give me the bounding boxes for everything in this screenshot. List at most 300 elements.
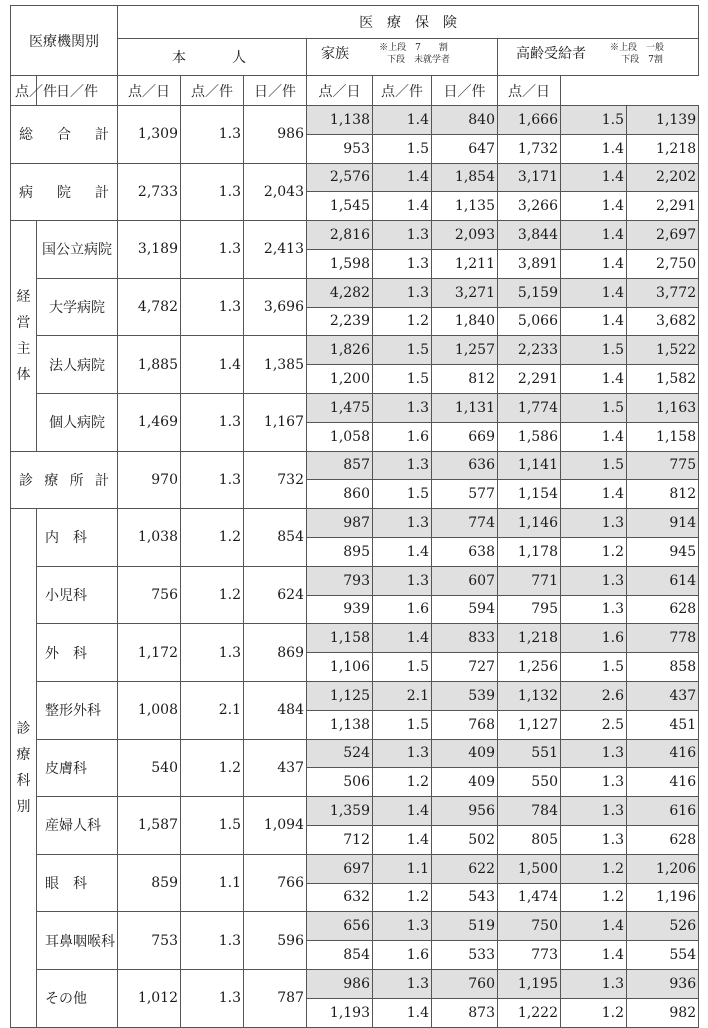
upper-value: 3,271 (432, 278, 498, 307)
honnin-value: 1.3 (181, 221, 244, 279)
upper-value: 5,159 (498, 278, 561, 307)
upper-value: 1.4 (561, 278, 627, 307)
table-row (11, 451, 699, 480)
lower-value: 1.4 (373, 825, 432, 854)
unit-header: 点／日 (498, 76, 561, 106)
upper-value: 840 (432, 106, 498, 135)
honnin-value: 1,012 (118, 969, 181, 1027)
lower-value: 1,582 (627, 365, 699, 394)
lower-value: 1,196 (627, 883, 699, 912)
lower-value: 1,222 (498, 998, 561, 1027)
honnin-value: 756 (118, 566, 181, 624)
honnin-value: 1.3 (181, 278, 244, 336)
upper-value: 1,146 (498, 509, 561, 538)
unit-header: 日／件 (432, 76, 498, 106)
lower-value: 812 (627, 480, 699, 509)
upper-value: 1.4 (373, 106, 432, 135)
upper-value: 622 (432, 854, 498, 883)
honnin-value: 986 (244, 106, 307, 164)
lower-value: 1,200 (307, 365, 373, 394)
honnin-value: 2,043 (244, 163, 307, 221)
category-char: 診 (16, 720, 31, 737)
lower-value: 1,138 (307, 710, 373, 739)
upper-value: 750 (498, 912, 561, 941)
honnin-value: 1.2 (181, 509, 244, 567)
unit-header: 日／件 (37, 76, 118, 106)
unit-header: 点／件 (181, 76, 244, 106)
group-note-kazoku-lower: 下段 未就学者 (387, 55, 451, 65)
upper-value: 1,141 (498, 451, 561, 480)
upper-value: 1.3 (373, 509, 432, 538)
group-note-kazoku-upper: ※上段 7 割 (379, 43, 448, 53)
table-row (11, 969, 699, 998)
lower-value: 1.2 (373, 307, 432, 336)
medical-insurance-table (10, 5, 699, 1028)
honnin-value: 2,733 (118, 163, 181, 221)
upper-value: 1,218 (498, 624, 561, 653)
honnin-value: 596 (244, 912, 307, 970)
lower-value: 506 (307, 768, 373, 797)
upper-value: 1,195 (498, 969, 561, 998)
row-label: 小児科 (37, 566, 118, 624)
lower-value: 1.3 (561, 595, 627, 624)
upper-value: 1,854 (432, 163, 498, 192)
lower-value: 945 (627, 537, 699, 566)
upper-value: 607 (432, 566, 498, 595)
lower-value: 638 (432, 537, 498, 566)
honnin-value: 4,782 (118, 278, 181, 336)
lower-value: 1,256 (498, 653, 561, 682)
upper-value: 1.3 (373, 739, 432, 768)
lower-value: 1,586 (498, 422, 561, 451)
lower-value: 1.4 (373, 998, 432, 1027)
lower-value: 554 (627, 941, 699, 970)
upper-value: 1.4 (373, 163, 432, 192)
row-label: 大学病院 (37, 278, 118, 336)
honnin-value: 1,008 (118, 681, 181, 739)
upper-value: 2,202 (627, 163, 699, 192)
category-char: 療 (16, 746, 31, 763)
lower-value: 1.5 (373, 134, 432, 163)
lower-value: 533 (432, 941, 498, 970)
lower-value: 1.5 (373, 365, 432, 394)
honnin-value: 2.1 (181, 681, 244, 739)
table-row (11, 278, 699, 307)
upper-value: 1,666 (498, 106, 561, 135)
table-row (11, 566, 699, 595)
lower-value: 1.4 (561, 192, 627, 221)
lower-value: 1.5 (373, 710, 432, 739)
honnin-value: 1.3 (181, 624, 244, 682)
upper-value: 1,500 (498, 854, 561, 883)
lower-value: 550 (498, 768, 561, 797)
lower-value: 1.4 (373, 537, 432, 566)
lower-value: 1,840 (432, 307, 498, 336)
upper-value: 1.5 (561, 336, 627, 365)
honnin-value: 1.4 (181, 336, 244, 394)
upper-value: 833 (432, 624, 498, 653)
group-header-koreisha (498, 39, 699, 76)
honnin-value: 1.3 (181, 393, 244, 451)
lower-value: 1.2 (373, 768, 432, 797)
honnin-value: 1.2 (181, 566, 244, 624)
upper-value: 1.3 (561, 509, 627, 538)
unit-header: 点／日 (118, 76, 181, 106)
category-shinryo (11, 509, 37, 1027)
lower-value: 854 (307, 941, 373, 970)
category-char: 主 (16, 340, 31, 357)
unit-header: 点／日 (307, 76, 373, 106)
lower-value: 1,193 (307, 998, 373, 1027)
row-label: 法人病院 (37, 336, 118, 394)
lower-value: 1.4 (561, 941, 627, 970)
upper-value: 1,139 (627, 106, 699, 135)
upper-value: 524 (307, 739, 373, 768)
upper-value: 1.3 (373, 566, 432, 595)
upper-value: 1.5 (561, 451, 627, 480)
honnin-value: 1,587 (118, 797, 181, 855)
upper-value: 2,816 (307, 221, 373, 250)
lower-value: 1,211 (432, 249, 498, 278)
upper-value: 936 (627, 969, 699, 998)
lower-value: 2,291 (627, 192, 699, 221)
upper-value: 775 (627, 451, 699, 480)
upper-value: 1.2 (561, 854, 627, 883)
honnin-value: 1.3 (181, 969, 244, 1027)
table-row (11, 336, 699, 365)
upper-value: 3,772 (627, 278, 699, 307)
honnin-value: 3,696 (244, 278, 307, 336)
lower-value: 1.6 (373, 422, 432, 451)
honnin-value: 484 (244, 681, 307, 739)
lower-value: 1,218 (627, 134, 699, 163)
table-row (11, 221, 699, 250)
table-row (11, 739, 699, 768)
upper-value: 519 (432, 912, 498, 941)
honnin-value: 1,469 (118, 393, 181, 451)
upper-value: 1,522 (627, 336, 699, 365)
row-label: 耳鼻咽喉科 (37, 912, 118, 970)
upper-value: 2,233 (498, 336, 561, 365)
lower-value: 1,178 (498, 537, 561, 566)
unit-header: 日／件 (244, 76, 307, 106)
table-row (11, 163, 699, 192)
honnin-value: 2,413 (244, 221, 307, 279)
upper-value: 437 (627, 681, 699, 710)
upper-value: 1.3 (373, 451, 432, 480)
upper-value: 1.3 (373, 278, 432, 307)
lower-value: 1.3 (561, 825, 627, 854)
upper-value: 416 (627, 739, 699, 768)
upper-value: 1,257 (432, 336, 498, 365)
upper-value: 1.1 (373, 854, 432, 883)
lower-value: 2,750 (627, 249, 699, 278)
upper-value: 551 (498, 739, 561, 768)
honnin-value: 540 (118, 739, 181, 797)
lower-value: 1.2 (373, 883, 432, 912)
upper-value: 1,125 (307, 681, 373, 710)
upper-value: 956 (432, 797, 498, 826)
group-note-koreisha-lower: 下段 7割 (621, 55, 663, 65)
row-label: 国公立病院 (37, 221, 118, 279)
lower-value: 982 (627, 998, 699, 1027)
group-header-kazoku (307, 39, 498, 76)
upper-value: 409 (432, 739, 498, 768)
lower-value: 1.5 (373, 653, 432, 682)
lower-value: 2,239 (307, 307, 373, 336)
lower-value: 594 (432, 595, 498, 624)
honnin-value: 787 (244, 969, 307, 1027)
lower-value: 1.4 (561, 249, 627, 278)
upper-value: 771 (498, 566, 561, 595)
upper-value: 1.3 (561, 566, 627, 595)
upper-value: 1,475 (307, 393, 373, 422)
upper-value: 793 (307, 566, 373, 595)
lower-value: 1.4 (561, 307, 627, 336)
upper-value: 2,093 (432, 221, 498, 250)
lower-value: 2.5 (561, 710, 627, 739)
upper-value: 1,131 (432, 393, 498, 422)
upper-value: 1.3 (561, 739, 627, 768)
table-row (11, 681, 699, 710)
upper-value: 1.4 (373, 797, 432, 826)
honnin-value: 766 (244, 854, 307, 912)
lower-value: 939 (307, 595, 373, 624)
lower-value: 632 (307, 883, 373, 912)
lower-value: 873 (432, 998, 498, 1027)
honnin-value: 854 (244, 509, 307, 567)
lower-value: 1,154 (498, 480, 561, 509)
lower-value: 1.3 (561, 768, 627, 797)
lower-value: 1,158 (627, 422, 699, 451)
row-label: 個人病院 (37, 393, 118, 451)
table-row (11, 393, 699, 422)
upper-value: 2,576 (307, 163, 373, 192)
honnin-value: 1,885 (118, 336, 181, 394)
table-row (11, 106, 699, 135)
lower-value: 858 (627, 653, 699, 682)
lower-value: 768 (432, 710, 498, 739)
lower-value: 1,474 (498, 883, 561, 912)
lower-value: 712 (307, 825, 373, 854)
row-label: 整形外科 (37, 681, 118, 739)
honnin-value: 970 (118, 451, 181, 509)
unit-header: 点／件 (11, 76, 37, 106)
lower-value: 727 (432, 653, 498, 682)
group-note-koreisha-upper: ※上段 一般 (610, 43, 665, 53)
honnin-value: 1,385 (244, 336, 307, 394)
lower-value: 3,891 (498, 249, 561, 278)
lower-value: 1,135 (432, 192, 498, 221)
upper-value: 857 (307, 451, 373, 480)
honnin-value: 1,172 (118, 624, 181, 682)
upper-value: 1.3 (561, 969, 627, 998)
lower-value: 1.3 (373, 249, 432, 278)
lower-value: 1.2 (561, 883, 627, 912)
upper-value: 3,844 (498, 221, 561, 250)
honnin-value: 1,038 (118, 509, 181, 567)
row-label: 総合計 (11, 106, 118, 164)
group-note-kazoku (377, 42, 450, 66)
lower-value: 895 (307, 537, 373, 566)
lower-value: 773 (498, 941, 561, 970)
lower-value: 860 (307, 480, 373, 509)
lower-value: 669 (432, 422, 498, 451)
lower-value: 812 (432, 365, 498, 394)
lower-value: 1.6 (373, 941, 432, 970)
upper-value: 1.5 (373, 336, 432, 365)
honnin-value: 1.3 (181, 106, 244, 164)
honnin-value: 1.3 (181, 912, 244, 970)
upper-value: 4,282 (307, 278, 373, 307)
table-row (11, 797, 699, 826)
lower-value: 577 (432, 480, 498, 509)
honnin-value: 437 (244, 739, 307, 797)
lower-value: 1.2 (561, 537, 627, 566)
lower-value: 1,127 (498, 710, 561, 739)
honnin-value: 1,309 (118, 106, 181, 164)
honnin-value: 1,094 (244, 797, 307, 855)
upper-value: 656 (307, 912, 373, 941)
upper-value: 1,774 (498, 393, 561, 422)
honnin-value: 1.3 (181, 163, 244, 221)
upper-value: 2.6 (561, 681, 627, 710)
upper-value: 1.3 (373, 912, 432, 941)
lower-value: 1.2 (561, 998, 627, 1027)
table-row (11, 854, 699, 883)
honnin-value: 753 (118, 912, 181, 970)
lower-value: 1,106 (307, 653, 373, 682)
lower-value: 1.4 (373, 192, 432, 221)
honnin-value: 859 (118, 854, 181, 912)
lower-value: 1.4 (561, 480, 627, 509)
upper-value: 914 (627, 509, 699, 538)
honnin-value: 1.5 (181, 797, 244, 855)
lower-value: 1,598 (307, 249, 373, 278)
upper-value: 1.5 (561, 106, 627, 135)
lower-value: 805 (498, 825, 561, 854)
upper-value: 1.4 (373, 624, 432, 653)
upper-value: 784 (498, 797, 561, 826)
lower-value: 1.4 (561, 422, 627, 451)
lower-value: 953 (307, 134, 373, 163)
group-header-honnin: 本 人 (118, 39, 307, 76)
lower-value: 1,545 (307, 192, 373, 221)
honnin-value: 869 (244, 624, 307, 682)
upper-value: 1.3 (373, 221, 432, 250)
row-label: 内 科 (37, 509, 118, 567)
upper-value: 636 (432, 451, 498, 480)
honnin-value: 1.3 (181, 451, 244, 509)
group-note-koreisha (610, 42, 664, 66)
row-label: 眼 科 (37, 854, 118, 912)
upper-value: 778 (627, 624, 699, 653)
lower-value: 628 (627, 825, 699, 854)
upper-value: 1.3 (373, 969, 432, 998)
lower-value: 628 (627, 595, 699, 624)
lower-value: 1.5 (373, 480, 432, 509)
upper-value: 1.6 (561, 624, 627, 653)
category-char: 体 (16, 366, 31, 383)
lower-value: 795 (498, 595, 561, 624)
insurance-header: 医 療 保 険 (118, 6, 699, 39)
lower-value: 3,682 (627, 307, 699, 336)
upper-value: 1.3 (561, 797, 627, 826)
upper-value: 1,158 (307, 624, 373, 653)
lower-value: 2,291 (498, 365, 561, 394)
lower-value: 543 (432, 883, 498, 912)
row-label: 診療所計 (11, 451, 118, 509)
facility-header: 医療機関別 (11, 6, 118, 76)
upper-value: 2,697 (627, 221, 699, 250)
category-char: 科 (16, 772, 31, 789)
upper-value: 1.4 (561, 163, 627, 192)
group-label-koreisha: 高齢受給者 (516, 46, 586, 62)
lower-value: 3,266 (498, 192, 561, 221)
upper-value: 526 (627, 912, 699, 941)
upper-value: 539 (432, 681, 498, 710)
unit-header: 点／件 (373, 76, 432, 106)
lower-value: 409 (432, 768, 498, 797)
row-label: 病院計 (11, 163, 118, 221)
upper-value: 1,132 (498, 681, 561, 710)
honnin-value: 1.2 (181, 739, 244, 797)
table-row (11, 912, 699, 941)
honnin-value: 732 (244, 451, 307, 509)
upper-value: 1.3 (373, 393, 432, 422)
lower-value: 1,058 (307, 422, 373, 451)
lower-value: 416 (627, 768, 699, 797)
upper-value: 3,171 (498, 163, 561, 192)
upper-value: 1,163 (627, 393, 699, 422)
upper-value: 1,826 (307, 336, 373, 365)
upper-value: 774 (432, 509, 498, 538)
upper-value: 1.4 (561, 221, 627, 250)
lower-value: 647 (432, 134, 498, 163)
category-char: 経 (16, 288, 31, 305)
upper-value: 1,359 (307, 797, 373, 826)
category-char: 別 (16, 798, 31, 815)
row-label: 皮膚科 (37, 739, 118, 797)
lower-value: 5,066 (498, 307, 561, 336)
upper-value: 986 (307, 969, 373, 998)
upper-value: 760 (432, 969, 498, 998)
lower-value: 1.6 (373, 595, 432, 624)
lower-value: 1,732 (498, 134, 561, 163)
upper-value: 1.5 (561, 393, 627, 422)
lower-value: 1.4 (561, 365, 627, 394)
lower-value: 451 (627, 710, 699, 739)
upper-value: 1,138 (307, 106, 373, 135)
honnin-value: 624 (244, 566, 307, 624)
upper-value: 2.1 (373, 681, 432, 710)
group-label-kazoku: 家族 (321, 46, 349, 62)
honnin-value: 1.1 (181, 854, 244, 912)
table-row (11, 624, 699, 653)
honnin-value: 1,167 (244, 393, 307, 451)
upper-value: 1,206 (627, 854, 699, 883)
upper-value: 1.4 (561, 912, 627, 941)
row-label: その他 (37, 969, 118, 1027)
lower-value: 1.5 (561, 653, 627, 682)
upper-value: 987 (307, 509, 373, 538)
row-label: 産婦人科 (37, 797, 118, 855)
upper-value: 614 (627, 566, 699, 595)
lower-value: 502 (432, 825, 498, 854)
table-row (11, 509, 699, 538)
row-label: 外 科 (37, 624, 118, 682)
category-char: 営 (16, 314, 31, 331)
